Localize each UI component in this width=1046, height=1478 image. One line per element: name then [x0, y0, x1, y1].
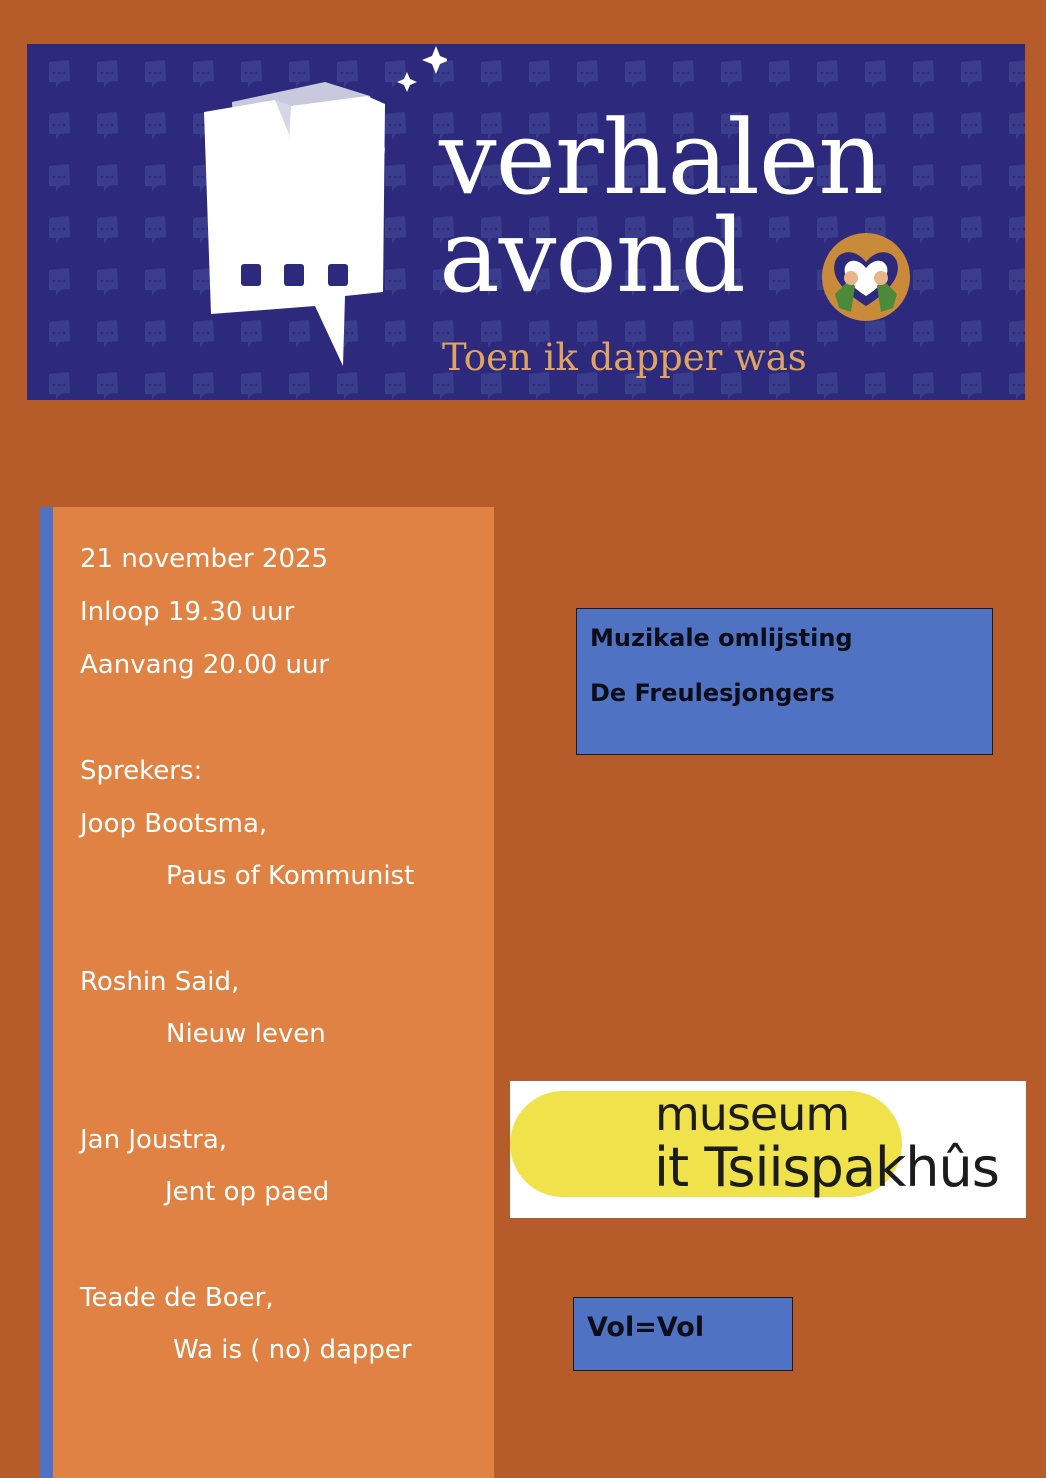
museum-logo-line2: it Tsiispakhûs — [654, 1136, 999, 1199]
event-date: 21 november 2025 — [80, 544, 329, 574]
speaker-talk-title: Paus of Kommunist — [166, 861, 415, 891]
music-band: De Freulesjongers — [590, 679, 835, 707]
music-heading: Muzikale omlijsting — [590, 624, 853, 652]
event-banner — [27, 44, 1025, 400]
title-avond: avond — [439, 197, 745, 316]
speaker-talk-title: Jent op paed — [165, 1177, 330, 1207]
event-walk-in: Inloop 19.30 uur — [80, 597, 295, 627]
speaker-name: Joop Bootsma, — [80, 809, 268, 839]
title-verhalen: verhalen — [439, 99, 883, 218]
event-start: Aanvang 20.00 uur — [80, 650, 330, 680]
info-panel-stripe — [40, 507, 53, 1478]
status-box — [573, 1297, 793, 1371]
museum-logo-line1: museum — [655, 1087, 850, 1141]
heart-hands-icon — [821, 232, 911, 322]
speaker-name: Roshin Said, — [80, 967, 240, 997]
speaker-talk-title: Wa is ( no) dapper — [173, 1335, 412, 1365]
banner-subtitle: Toen ik dapper was — [442, 336, 807, 379]
museum-logo — [510, 1081, 1026, 1218]
speaker-talk-title: Nieuw leven — [166, 1019, 326, 1049]
music-box — [576, 608, 993, 755]
status-badge: Vol=Vol — [587, 1312, 705, 1343]
speaker-name: Jan Joustra, — [80, 1125, 228, 1155]
speakers-heading: Sprekers: — [80, 756, 203, 786]
speaker-name: Teade de Boer, — [80, 1283, 274, 1313]
book-speech-bubble-logo — [27, 44, 447, 400]
